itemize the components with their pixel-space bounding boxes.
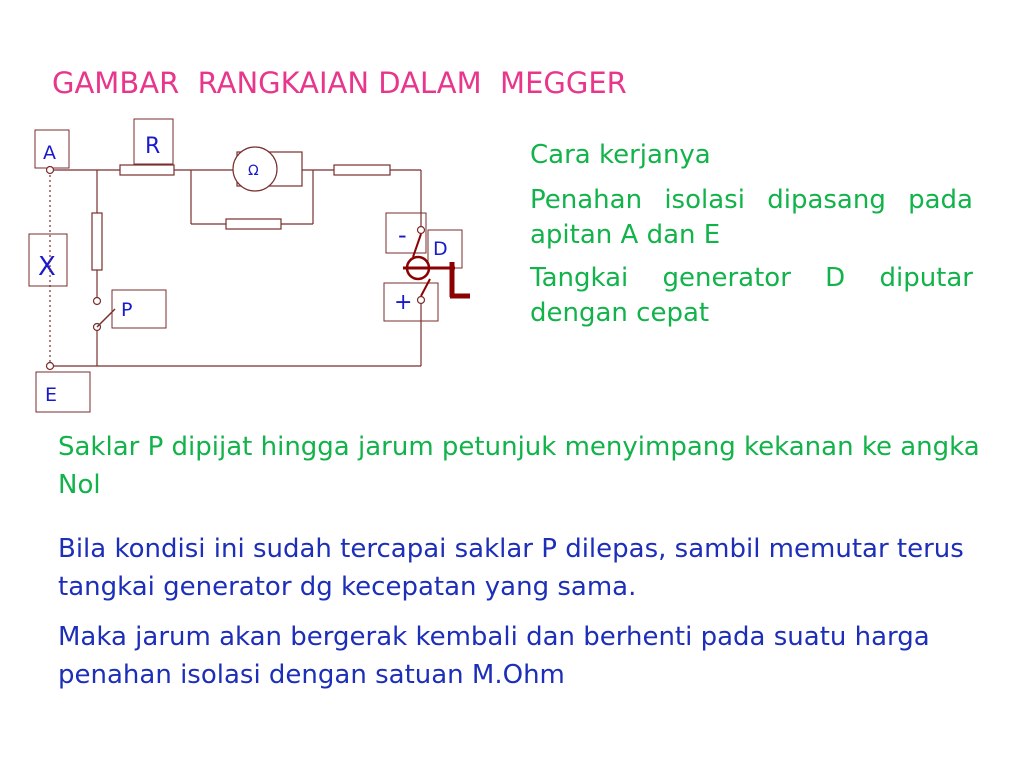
right-paragraph-1: Penahan isolasi dipasang pada apitan A dan E [530, 185, 973, 250]
resistor-top-right [334, 165, 390, 175]
green-paragraph: Saklar P dipijat hingga jarum petunjuk menyimpang kekanan ke angka Nol [58, 432, 980, 500]
resistor-shunt [226, 219, 281, 229]
terminal-a-label: A [43, 142, 56, 164]
switch-p-label: P [121, 299, 133, 321]
resistor-vertical [92, 213, 102, 270]
terminal-a-node [47, 167, 54, 174]
switch-p-top-node [94, 298, 101, 305]
right-text-panel [530, 138, 973, 339]
terminal-e-node [47, 363, 54, 370]
right-paragraph-2: Tangkai generator D diputar dengan cepat [530, 263, 973, 328]
blue-paragraph-1: Bila kondisi ini sudah tercapai saklar P dilepas, sambil memutar terus tangkai generator dg kecepatan yang sama. [58, 534, 964, 602]
generator-plus-node [418, 297, 425, 304]
circuit-wires [50, 170, 421, 366]
generator-minus-node [418, 227, 425, 234]
green-text-block [58, 428, 988, 504]
resistor-r [120, 165, 174, 175]
generator-minus-label: - [398, 221, 407, 249]
unknown-x-label: X [38, 252, 56, 282]
terminal-e-label: E [45, 384, 58, 406]
generator-d-label: D [433, 238, 448, 260]
generator-plus-label: + [394, 290, 413, 315]
right-paragraph-heading: Cara kerjanya [530, 140, 711, 170]
blue-text-block [58, 530, 988, 706]
ohm-symbol: Ω [248, 163, 259, 179]
blue-paragraph-2: Maka jarum akan bergerak kembali dan berhenti pada suatu harga penahan isolasi dengan satuan M.Ohm [58, 622, 930, 690]
resistor-r-label: R [145, 134, 161, 159]
slide-title: GAMBAR RANGKAIAN DALAM MEGGER [52, 66, 627, 100]
